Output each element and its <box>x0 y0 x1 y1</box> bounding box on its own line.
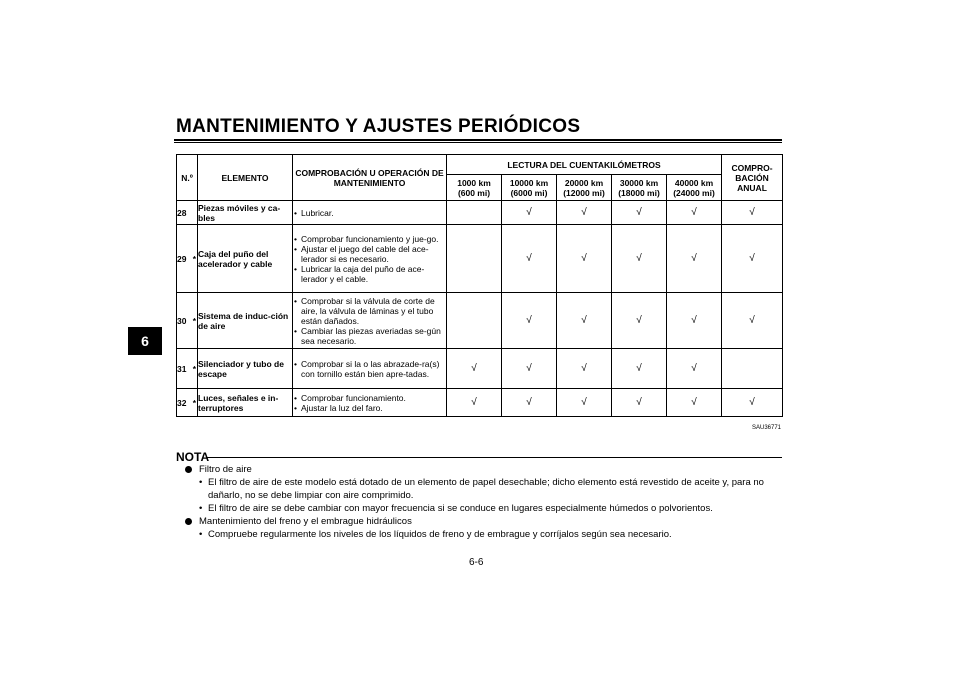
operation-item: • Ajustar el juego del cable del ace-lerador si es necesario. <box>301 244 446 264</box>
row-star: * <box>192 253 196 264</box>
row-element: Silenciador y tubo de escape <box>198 349 293 389</box>
row-number: 28 <box>177 201 198 225</box>
header-no: N.º <box>177 155 198 201</box>
check-cell: √ <box>557 201 612 225</box>
check-cell: √ <box>502 349 557 389</box>
check-cell: √ <box>502 389 557 417</box>
row-star: * <box>192 397 196 408</box>
row-star: * <box>192 315 196 326</box>
check-cell: √ <box>502 225 557 293</box>
row-number: 31 * <box>177 349 198 389</box>
nota-label: NOTA <box>176 450 210 464</box>
check-cell: √ <box>557 225 612 293</box>
nota-subitem: • El filtro de aire se debe cambiar con mayor frecuencia si se conduce en lugares especialmente húmedos o polvorientos. <box>199 503 713 514</box>
page-number: 6-6 <box>469 557 484 568</box>
bullet-icon <box>185 518 192 525</box>
row-star: * <box>192 363 196 374</box>
operation-item: • Ajustar la luz del faro. <box>301 403 446 413</box>
nota-subitem: • El filtro de aire de este modelo está dotado de un elemento de papel desechable; dicho elemento está revestido de aceite y, para no dañarlo, no se debe limpiar con aire comprimido. <box>199 477 764 501</box>
row-number: 29 * <box>177 225 198 293</box>
check-cell: √ <box>722 389 783 417</box>
check-cell: √ <box>557 349 612 389</box>
check-cell <box>447 293 502 349</box>
row-number: 30 * <box>177 293 198 349</box>
maintenance-table <box>176 154 783 417</box>
table-row <box>177 293 783 349</box>
table-row <box>177 349 783 389</box>
nota-subitem: • Compruebe regularmente los niveles de los líquidos de freno y de embrague y corríjalos según sea necesario. <box>199 529 672 540</box>
table-row <box>177 389 783 417</box>
page-title: MANTENIMIENTO Y AJUSTES PERIÓDICOS <box>176 116 581 137</box>
header-km-4: 40000 km (24000 mi) <box>667 175 722 201</box>
check-cell: √ <box>667 293 722 349</box>
row-operations <box>293 293 447 349</box>
row-element: Sistema de induc-ción de aire <box>198 293 293 349</box>
check-cell: √ <box>502 293 557 349</box>
row-operations <box>293 225 447 293</box>
check-cell: √ <box>612 349 667 389</box>
row-operations <box>293 389 447 417</box>
header-element: ELEMENTO <box>198 155 293 201</box>
row-element: Piezas móviles y ca-bles <box>198 201 293 225</box>
check-cell: √ <box>447 389 502 417</box>
row-number: 32 * <box>177 389 198 417</box>
check-cell <box>722 349 783 389</box>
operation-item: • Lubricar la caja del puño de ace-lerador y el cable. <box>301 264 446 284</box>
check-cell <box>447 201 502 225</box>
operation-item: • Comprobar funcionamiento. <box>301 393 446 403</box>
row-operations <box>293 201 447 225</box>
nota-item: Filtro de aire <box>185 463 783 476</box>
title-rule <box>174 139 782 141</box>
header-km-3: 30000 km (18000 mi) <box>612 175 667 201</box>
nota-rule <box>207 457 782 458</box>
row-operations <box>293 349 447 389</box>
check-cell: √ <box>667 225 722 293</box>
header-odometer: LECTURA DEL CUENTAKILÓMETROS <box>447 155 722 175</box>
check-cell: √ <box>612 225 667 293</box>
check-cell: √ <box>722 225 783 293</box>
operation-item: • Comprobar si la válvula de corte de aire, la válvula de láminas y el tubo están dañados. <box>301 296 446 326</box>
check-cell: √ <box>667 349 722 389</box>
check-cell: √ <box>447 349 502 389</box>
row-element: Luces, señales e in-terruptores <box>198 389 293 417</box>
operation-item: • Lubricar. <box>301 208 446 218</box>
chapter-tab[interactable]: 6 <box>128 327 162 355</box>
check-cell: √ <box>722 293 783 349</box>
check-cell: √ <box>557 389 612 417</box>
operation-item: • Comprobar si la o las abrazade-ra(s) con tornillo están bien apre-tadas. <box>301 359 446 379</box>
row-element: Caja del puño del acelerador y cable <box>198 225 293 293</box>
operation-item: • Cambiar las piezas averiadas se-gún sea necesario. <box>301 326 446 346</box>
check-cell: √ <box>612 293 667 349</box>
header-annual: COMPRO-BACIÓN ANUAL <box>722 155 783 201</box>
nota-item: Mantenimiento del freno y el embrague hidráulicos <box>185 515 783 528</box>
header-km-2: 20000 km (12000 mi) <box>557 175 612 201</box>
header-km-0: 1000 km (600 mi) <box>447 175 502 201</box>
bullet-icon <box>185 466 192 473</box>
check-cell: √ <box>722 201 783 225</box>
nota-body <box>185 463 783 541</box>
check-cell: √ <box>557 293 612 349</box>
check-cell: √ <box>612 201 667 225</box>
check-cell: √ <box>667 201 722 225</box>
header-km-1: 10000 km (6000 mi) <box>502 175 557 201</box>
check-cell <box>447 225 502 293</box>
title-rule-thin <box>174 142 782 143</box>
table-row <box>177 225 783 293</box>
operation-item: • Comprobar funcionamiento y jue-go. <box>301 234 446 244</box>
table-row <box>177 201 783 225</box>
check-cell: √ <box>612 389 667 417</box>
header-operation: COMPROBACIÓN U OPERACIÓN DE MANTENIMIENTO <box>293 155 447 201</box>
check-cell: √ <box>502 201 557 225</box>
document-code: SAU36771 <box>752 425 782 431</box>
check-cell: √ <box>667 389 722 417</box>
